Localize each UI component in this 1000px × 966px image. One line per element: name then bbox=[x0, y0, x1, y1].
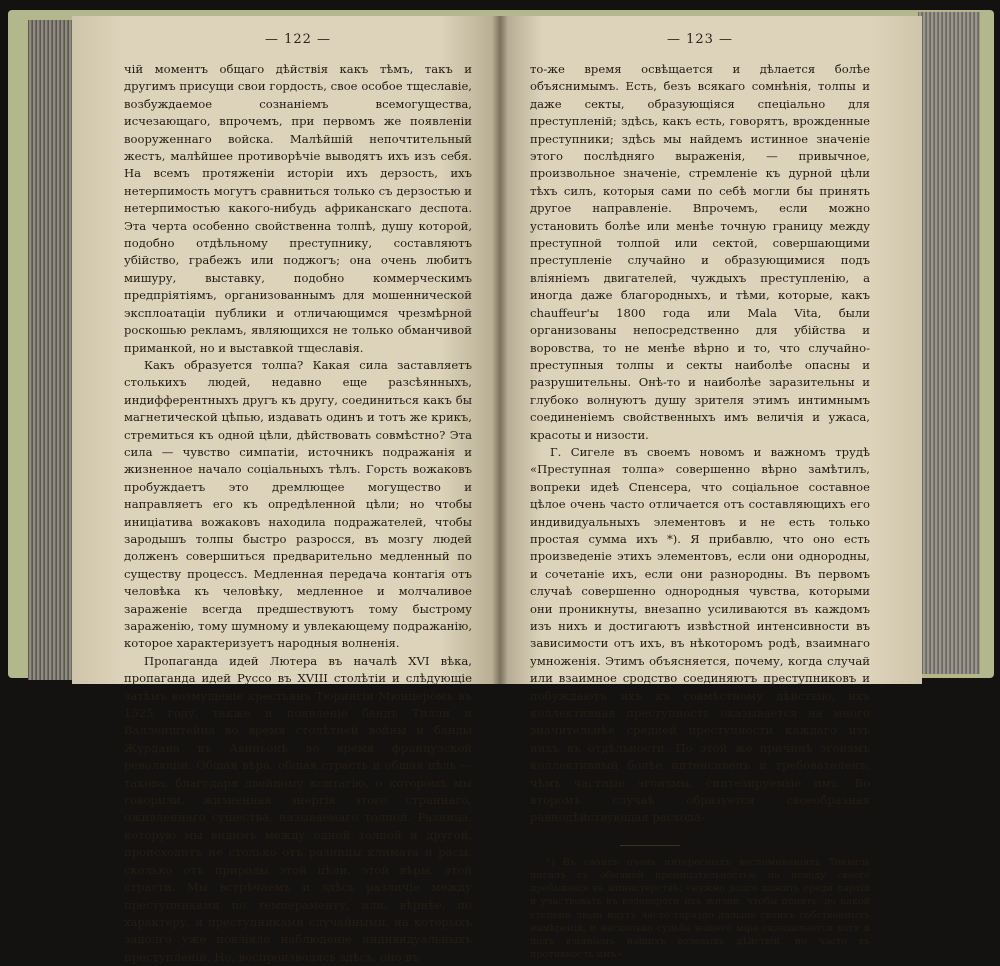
right-page bbox=[500, 16, 922, 961]
page-number-right: — 123 — bbox=[666, 32, 734, 47]
footnote: *) Въ своихъ очень интересныхъ воспоминаніяхъ Токвиль писалъ съ обычной проницательностью по поводу своего пребыванія въ министерствѣ: «нужно долго пожить среди партій и участвовать въ водовороти ихъ жизни, чтобы понять, до какой степени люди идутъ часто гораздо дальше своихъ собственныхъ намѣреній, и насколько судьба нашего міра складывается хотя и подъ вліяніемъ нашихъ волевыхъ дѣйствій, но часто въ противность имъ». bbox=[530, 856, 870, 961]
right-page-edges bbox=[918, 12, 980, 674]
paragraph: Какъ образуется толпа? Какая сила заставляетъ столькихъ людей, недавно еще разсѣянныхъ, индифферентныхъ другъ къ другу, соединиться какъ бы магнетической цѣпью, издавать одинъ и тотъ же крикъ, стремиться къ одной цѣли, дѣйствовать совмѣстно? Эта сила — чувство симпатіи, источникъ подражанія и жизненное начало соціальныхъ тѣлъ. Горсть вожаковъ пробуждаетъ это дремлющее могущество и направляетъ его къ опредѣленной цѣли; но чтобы иниціатива вожаковъ находила подражателей, чтобы зародышъ толпы быстро разросся, въ мозгу людей долженъ совершиться предварительно медленный по существу процессъ. Медленная передача контагія отъ человѣка къ человѣку, медленное и молчаливое зараженіе всегда предшествуютъ тому быстрому зараженію, тому шумному и увлекающему подражанію, которое характеризуетъ народныя волненія. bbox=[124, 357, 472, 651]
paragraph: Г. Сигеле въ своемъ новомъ и важномъ трудѣ «Преступная толпа» совершенно вѣрно замѣтилъ, вопреки идеѣ Спенсера, что соціальное составное цѣлое очень часто отличается отъ составляющихъ его индивидуальныхъ элементовъ и не есть только простая сумма ихъ *). Я прибавлю, что оно есть произведеніе этихъ элементовъ, если они однородны, и сочетаніе ихъ, если они разнородны. Въ первомъ случаѣ совершенно однородныя чувства, которыми они проникнуты, внезапно усиливаются въ каждомъ изъ нихъ и достигаютъ извѣстной интенсивности въ зависимости отъ ихъ, въ нѣкоторомъ родѣ, взаимнаго умноженія. Этимъ объясняется, почему, когда случай или взаимное сродство соединяютъ преступниковъ и побуждаютъ ихъ къ совмѣстному дѣйствію, ихъ коллективная преступность оказывается на много значительнѣе средней преступности каждаго изъ нихъ въ отдѣльности. По этой же причинѣ эгоизмъ коллективный болѣе интенсивенъ и требователенъ, чѣмъ частные эгоизмы, синтезируемые имъ. Во второмъ случаѣ образуется своеобразная равнодѣйствующая расхода- bbox=[530, 444, 870, 825]
left-page-edges bbox=[28, 20, 76, 680]
left-page-body bbox=[124, 61, 472, 966]
footnote-divider bbox=[620, 845, 680, 846]
right-page-body bbox=[530, 61, 870, 827]
left-page bbox=[72, 16, 500, 964]
paragraph: то-же время освѣщается и дѣлается болѣе объяснимымъ. Есть, безъ всякаго сомнѣнія, толпы и даже секты, образующіяся спеціально для преступленій; здѣсь, какъ есть, говорятъ, врожденные преступники; здѣсь мы найдемъ истинное значеніе этого послѣдняго выраженія, — привычное, произвольное значеніе, стремленіе къ дурной цѣли тѣхъ силъ, которыя сами по себѣ могли бы принять другое направленіе. Впрочемъ, если можно установить болѣе или менѣе точную границу между преступной толпой или сектой, совершающими преступленіе случайно и образующимися подъ вліяніемъ двигателей, чуждыхъ преступленію, а иногда даже благородныхъ, и тѣми, которые, какъ chauffeur'ы 1800 года или Mala Vita, были организованы непосредственно для убійства и воровства, то не менѣе вѣрно и то, что случайно-преступныя толпы и секты наиболѣе опасны и разрушительны. Онѣ-то и наиболѣе заразительны и глубоко волнуютъ душу зрителя этимъ интимнымъ соединеніемъ свойственныхъ имъ величія и ужаса, красоты и низости. bbox=[530, 62, 870, 442]
paragraph: чій моментъ общаго дѣйствія какъ тѣмъ, такъ и другимъ присущи свои гордость, свое особое тщеславіе, возбуждаемое сознаніемъ всемогущества, исчезающаго, впрочемъ, при первомъ же появленіи вооруженнаго войска. Малѣйшій непочтительный жестъ, малѣйшее противорѣчіе выводятъ ихъ изъ себя. На всемъ протяженіи исторіи ихъ дерзость, ихъ нетерпимость могутъ сравниться только съ дерзостью и нетерпимостью какого-нибудь африканскаго деспота. Эта черта особенно свойственна толпѣ, душу которой, подобно отдѣльному преступнику, составляютъ убійство, грабежъ или поджогъ; она очень любитъ мишуру, выставку, подобно коммерческимъ предпріятіямъ, организованнымъ для мошеннической эксплоатаціи публики и отличающимся чрезмѣрной роскошью рекламъ, являющихся не только обманчивой приманкой, но и выставкой тщеславія. bbox=[124, 62, 472, 355]
paragraph: Пропаганда идей Лютера въ началѣ XVI вѣка, пропаганда идей Руссо въ XVIII столѣтіи и слѣдующіе затѣмъ возмущеніе крестьянъ Тюрингіи Мюнцеромъ въ 1525 году, также и появленіе бандъ Тилли и Валленштейна во время столѣтней войны и банды Журдана въ Авиньонѣ во время французской революціи. Общая вѣра, общая страсть и общая цѣль — такова, благодаря двойному контагію, о которомъ мы говорили, жизненная энергія этого страннаго, оживленнаго существа, называемаго толпой. Разница, которую мы видимъ между одной толпой и другой, происходитъ не столько отъ разницы климата и расы, сколько отъ природы этой цѣли, этой вѣры, этой страсти. Мы встрѣчаемъ и здѣсь различіе между преступниками по темпераменту, или, вѣрнѣе, по характеру, и преступниками случайными, на которыхъ задолго уже повліяло наблюденіе индивидуальныхъ преступленій. Но, воспроизводясь здѣсь, оно въ bbox=[124, 653, 472, 964]
book-gutter bbox=[492, 16, 508, 684]
page-number-left: — 122 — bbox=[264, 32, 332, 47]
